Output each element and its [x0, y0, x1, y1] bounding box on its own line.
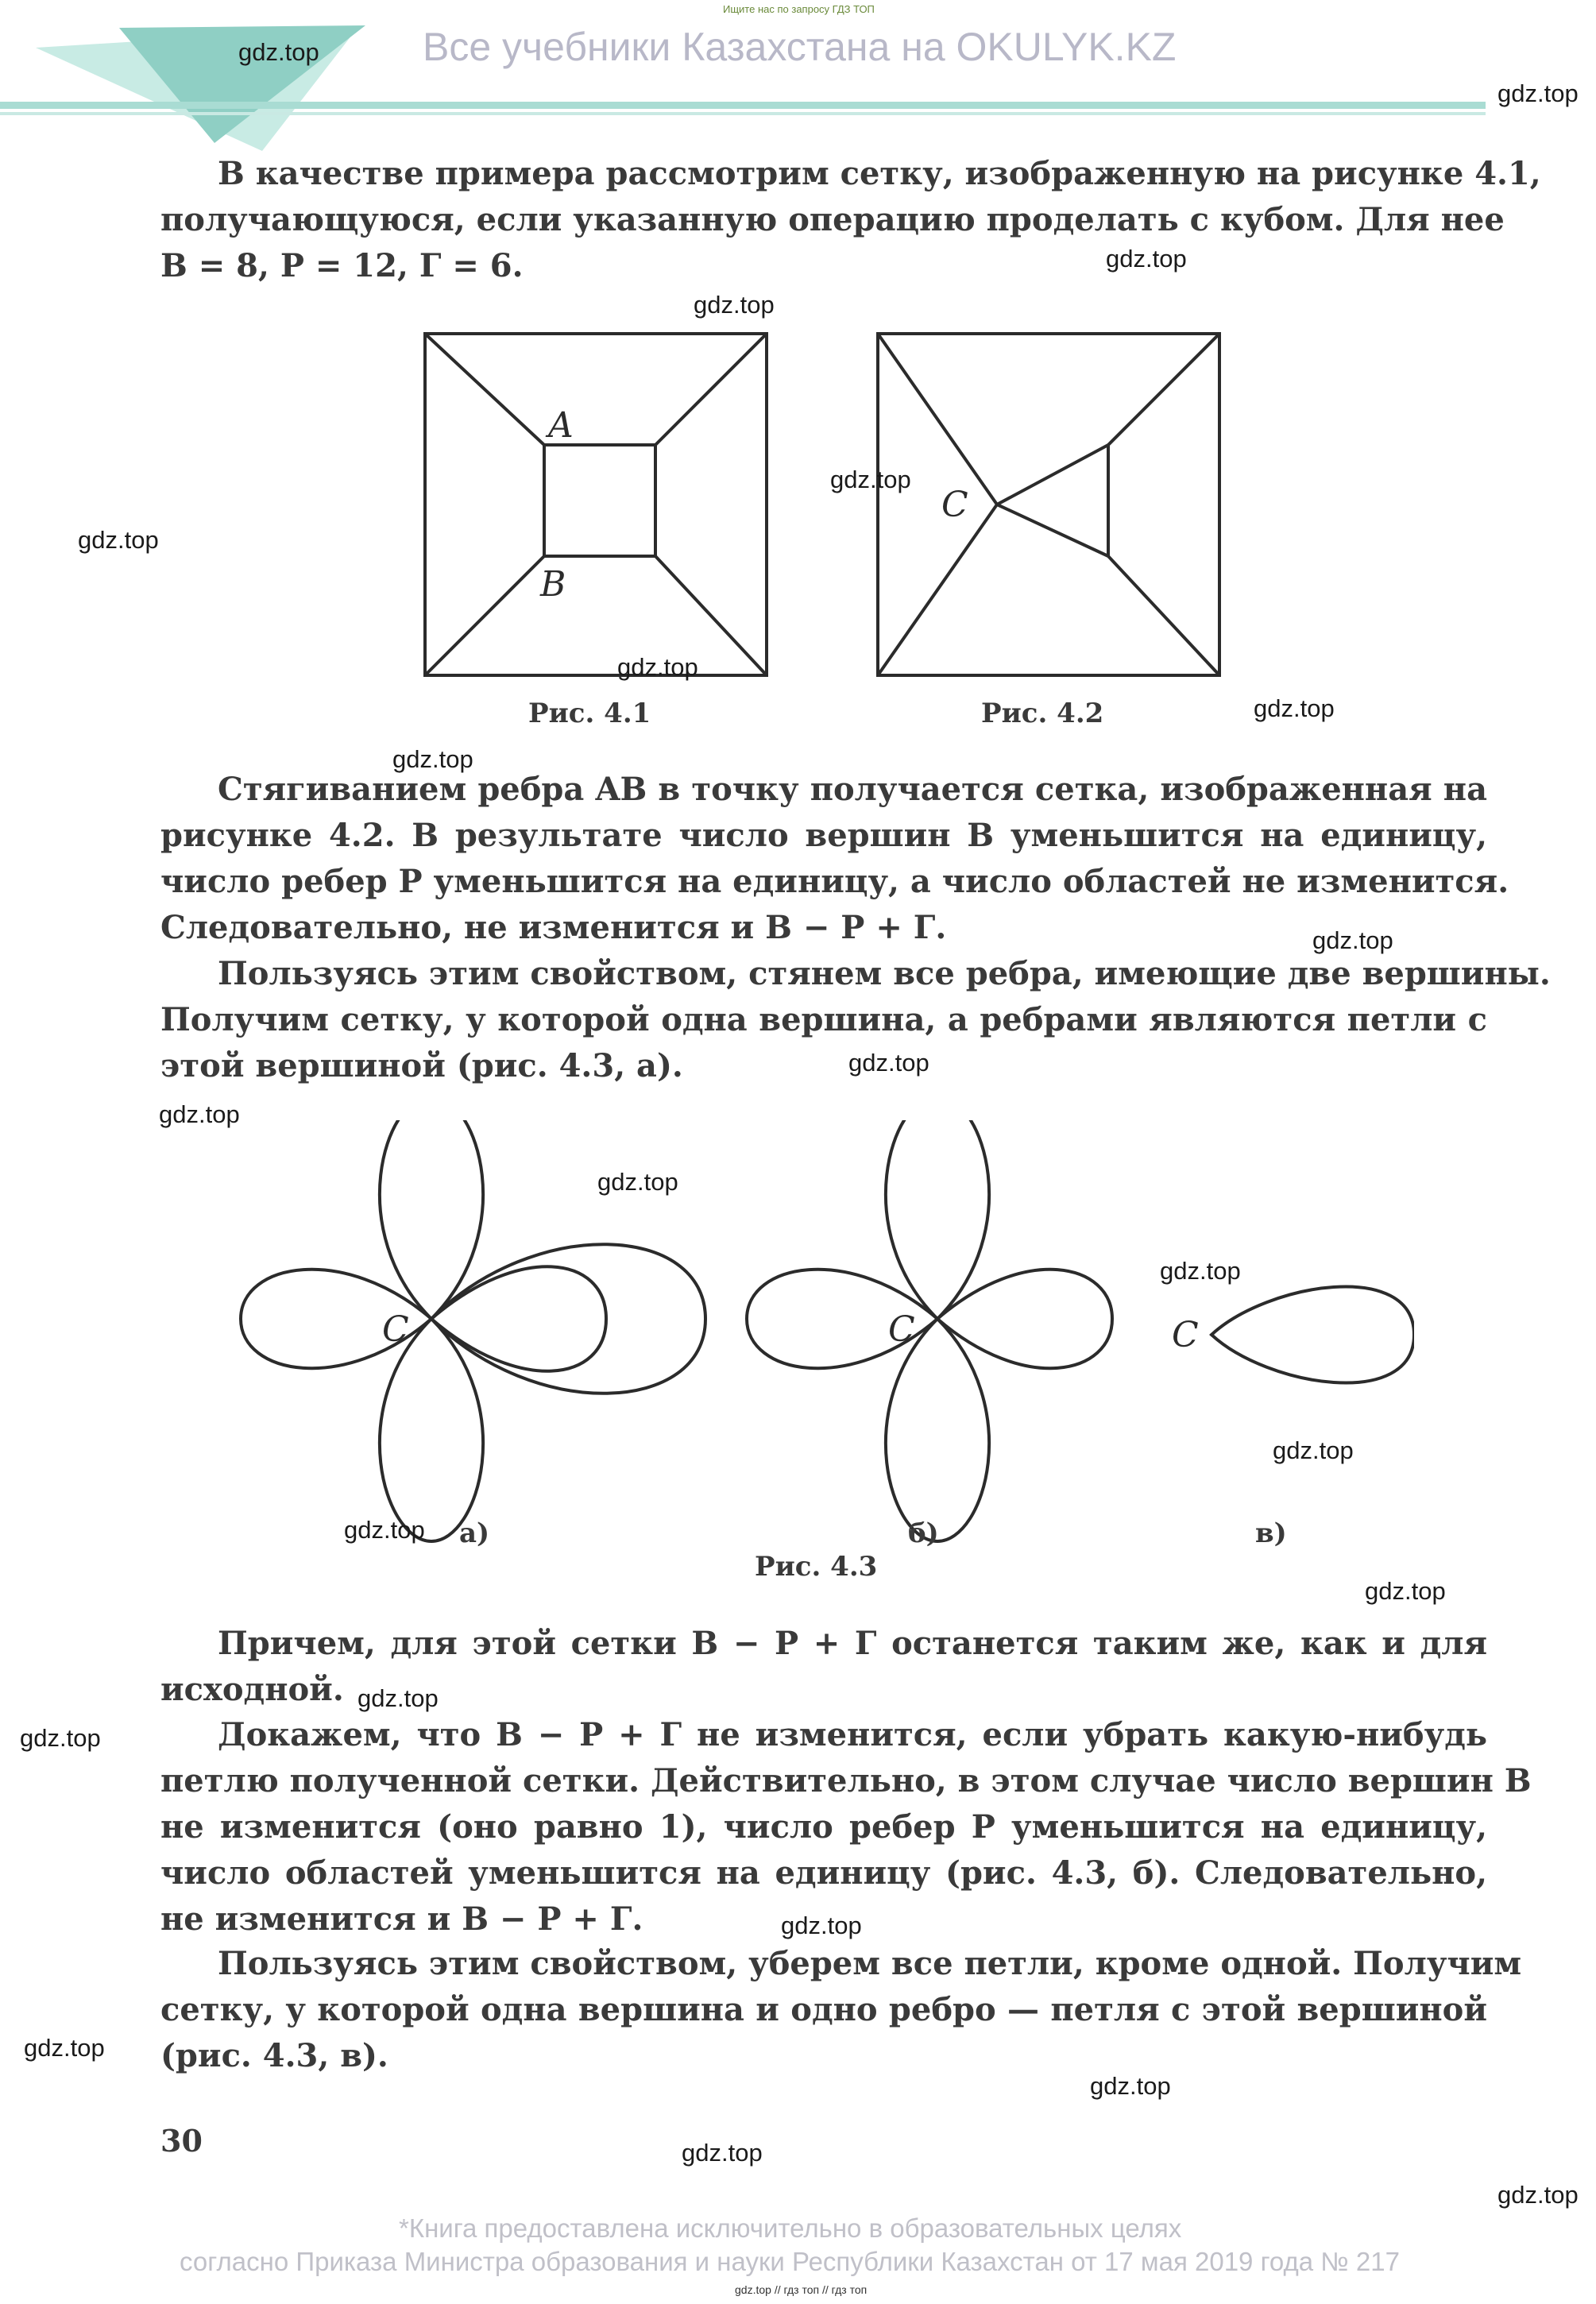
edge — [997, 445, 1108, 504]
page-number: 30 — [160, 2123, 203, 2159]
top-note: Ищите нас по запросу ГДЗ ТОП — [723, 3, 875, 15]
edge — [1108, 334, 1219, 445]
fig-4-3-a-label: а) — [459, 1517, 490, 1549]
text-line: исходной. — [160, 1671, 344, 1708]
text-line: этой вершиной (рис. 4.3, а). — [160, 1047, 683, 1084]
label-c: C — [1172, 1315, 1199, 1355]
fig-4-3-b-label: б) — [908, 1517, 939, 1549]
loop — [431, 1244, 705, 1394]
footer-small: gdz.top // гдз топ // гдз топ — [735, 2283, 868, 2296]
figure-4-3-b — [747, 1120, 1112, 1541]
paragraph-1 — [160, 151, 1541, 289]
loop — [431, 1266, 606, 1370]
footer-line-2: согласно Приказа Министра образования и науки Республики Казахстан от 17 мая 2019 года № 217 — [180, 2247, 1400, 2276]
watermark: gdz.top — [1365, 1577, 1446, 1605]
fig-4-3-caption: Рис. 4.3 — [755, 1551, 878, 1583]
text-line: Получим сетку, у которой одна вершина, а ребрами являются петли с — [160, 1001, 1487, 1038]
edge — [425, 556, 544, 675]
watermark: gdz.top — [617, 653, 698, 681]
paragraph-3 — [160, 951, 1551, 1089]
watermark: gdz.top — [1090, 2072, 1171, 2100]
watermark: gdz.top — [78, 526, 159, 554]
watermark: gdz.top — [238, 38, 319, 66]
label-c: C — [382, 1309, 409, 1350]
header-stripe-thin — [0, 112, 1486, 115]
watermark: gdz.top — [392, 745, 473, 773]
watermark: gdz.top — [781, 1912, 862, 1939]
footer-line-1: *Книга предоставлена исключительно в образовательных целях — [399, 2213, 1182, 2243]
text-line: Пользуясь этим свойством, стянем все ребра, имеющие две вершины. — [218, 955, 1551, 992]
loop — [886, 1120, 989, 1319]
fig-4-2-caption: Рис. 4.2 — [981, 698, 1104, 729]
label-c: C — [941, 485, 968, 525]
watermark: gdz.top — [1312, 926, 1393, 954]
fig-4-1-caption: Рис. 4.1 — [528, 698, 651, 729]
text-line: не изменится и В − Р + Г. — [160, 1900, 643, 1938]
paragraph-6 — [160, 1941, 1522, 2079]
watermark: gdz.top — [1254, 694, 1335, 722]
text-line: число областей уменьшится на единицу (рис. 4.3, б). Следовательно, — [160, 1854, 1487, 1892]
watermark: gdz.top — [1497, 2181, 1579, 2209]
watermark: gdz.top — [1497, 79, 1579, 107]
watermark: gdz.top — [848, 1049, 929, 1077]
paragraph-2 — [160, 767, 1509, 951]
label-c: C — [888, 1309, 915, 1350]
watermark: gdz.top — [694, 291, 775, 319]
text-line: число ребер Р уменьшится на единицу, а число областей не изменится. — [160, 863, 1509, 900]
edge — [1108, 556, 1219, 675]
text-line: Докажем, что В − Р + Г не изменится, если убрать какую-нибудь — [218, 1716, 1487, 1753]
text-line: петлю полученной сетки. Действительно, в этом случае число вершин В — [160, 1762, 1532, 1800]
watermark: gdz.top — [357, 1684, 439, 1712]
header-title: Все учебники Казахстана на OKULYK.KZ — [423, 25, 1177, 69]
text-line: (рис. 4.3, в). — [160, 2037, 388, 2074]
inner-square — [544, 445, 655, 556]
text-line: рисунке 4.2. В результате число вершин В уменьшится на единицу, — [160, 817, 1487, 854]
label-b: B — [540, 564, 566, 605]
header-stripe — [0, 102, 1486, 109]
watermark: gdz.top — [1106, 245, 1187, 273]
text-line: Пользуясь этим свойством, уберем все петли, кроме одной. Получим — [218, 1945, 1522, 1982]
loop — [886, 1319, 989, 1541]
text-line: получающуюся, если указанную операцию проделать с кубом. Для нее — [160, 201, 1505, 238]
watermark: gdz.top — [24, 2034, 105, 2062]
watermark: gdz.top — [1273, 1436, 1354, 1464]
edge — [425, 334, 544, 445]
text-line: Стягиванием ребра AB в точку получается сетка, изображенная на — [218, 771, 1487, 808]
figure-4-3 — [230, 1120, 1414, 1565]
edge — [655, 334, 767, 445]
edge — [878, 504, 997, 675]
watermark: gdz.top — [597, 1168, 678, 1196]
figure-4-2 — [866, 322, 1231, 687]
figure-4-1 — [413, 322, 779, 687]
text-line: не изменится (оно равно 1), число ребер Р уменьшится на единицу, — [160, 1808, 1487, 1846]
loop — [380, 1319, 483, 1541]
watermark: gdz.top — [20, 1724, 101, 1752]
edge — [997, 504, 1108, 556]
text-line: В качестве примера рассмотрим сетку, изображенную на рисунке 4.1, — [218, 155, 1541, 192]
label-a: A — [548, 405, 574, 446]
text-line: сетку, у которой одна вершина и одно ребро — петля с этой вершиной — [160, 1991, 1487, 2028]
watermark: gdz.top — [682, 2139, 763, 2167]
figure-4-3-v — [1172, 1286, 1414, 1382]
watermark: gdz.top — [344, 1516, 425, 1544]
loop — [1211, 1286, 1414, 1382]
paragraph-5 — [160, 1712, 1532, 1943]
fig-4-3-v-label: в) — [1255, 1517, 1287, 1549]
watermark: gdz.top — [830, 466, 911, 493]
text-line: Следовательно, не изменится и В − Р + Г. — [160, 909, 947, 946]
watermark: gdz.top — [1160, 1257, 1241, 1285]
text-line: В = 8, Р = 12, Г = 6. — [160, 247, 524, 284]
watermark: gdz.top — [159, 1100, 240, 1128]
text-line: Причем, для этой сетки В − Р + Г останется таким же, как и для — [218, 1625, 1487, 1662]
